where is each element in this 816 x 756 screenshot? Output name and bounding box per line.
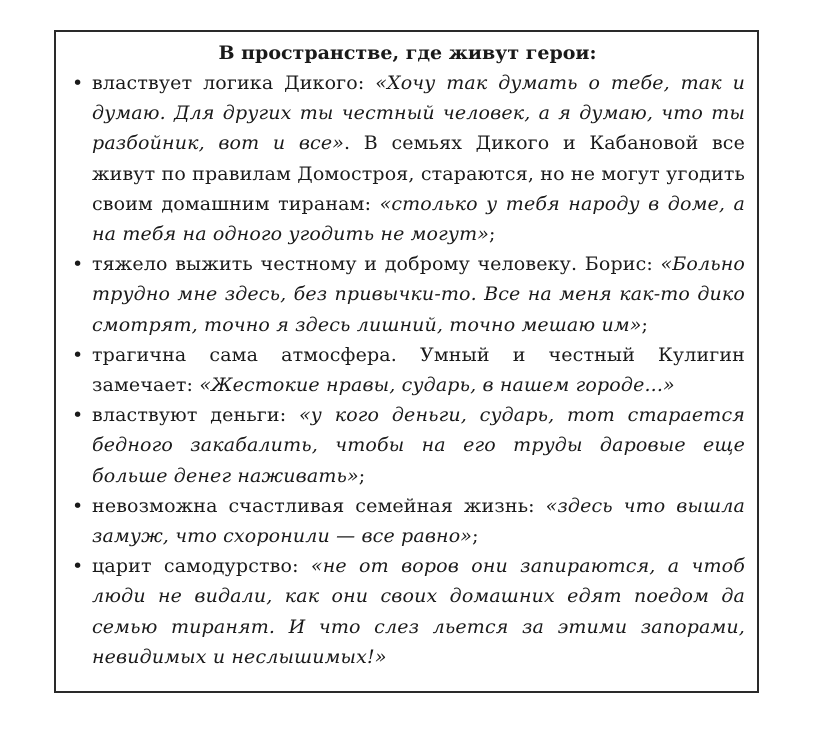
item-quote: «у кого деньги, сударь, тот старается бедного закабалить, чтобы на его труды даровые еще больше денег наживать» [92, 404, 745, 487]
bullet-list [70, 68, 745, 672]
bullet-icon: • [72, 494, 84, 517]
bullet-icon: • [72, 404, 84, 427]
bullet-icon: • [72, 72, 84, 94]
item-quote: «не от воров они запираются, а чтоб люди не видали, как они своих домашних едят поедом да семью тиранят. И что слез льется за этими запорами, невидимых и неслышимых!» [92, 555, 745, 668]
item-lead: властвуют деньги: [92, 404, 300, 427]
item-quote: «Больно трудно мне здесь, без привычки-то. Все на меня как-то дико смотрят, точно я здесь лишний, точно мешаю им» [92, 253, 745, 336]
item-lead: властвует логика Дикого: [92, 72, 376, 94]
item-quote: «Хочу так думать о тебе, так и думаю. Для других ты честный человек, а я думаю, что ты разбойник, вот и все» [92, 72, 746, 155]
list-item [70, 249, 745, 340]
list-item [70, 551, 745, 672]
list-item [70, 340, 745, 400]
item-lead: тяжело выжить честному и доброму человеку. Борис: [92, 253, 661, 276]
item-tail: . В семьях Дикого и Кабановой все живут по правилам Домостроя, стараются, но не могут угодить своим домашним тиранам: [92, 132, 745, 215]
item-quote: «Жестокие нравы, сударь, в нашем городе...» [199, 374, 675, 397]
item-end: ; [489, 223, 496, 246]
bullet-icon: • [72, 343, 84, 366]
text-box [54, 30, 759, 693]
list-item [70, 491, 745, 551]
item-end: ; [472, 525, 479, 548]
item-end: ; [641, 313, 649, 336]
item-lead: невозможна счастливая семейная жизнь: [92, 494, 546, 517]
item-quote-2: «столько у тебя народу в доме, а на тебя на одного угодить не могут» [92, 192, 745, 246]
bullet-icon: • [72, 555, 84, 578]
item-quote: «здесь что вышла замуж, что схоронили — все равно» [92, 494, 745, 548]
bullet-icon: • [72, 253, 84, 276]
item-end: ; [358, 464, 366, 487]
list-item [70, 68, 745, 249]
item-lead: царит самодурство: [92, 555, 311, 578]
list-item [70, 400, 745, 491]
item-lead: трагична сама атмосфера. Умный и честный Кулигин замечает: [92, 343, 745, 397]
box-title: В пространстве, где живут герои: [218, 42, 597, 64]
